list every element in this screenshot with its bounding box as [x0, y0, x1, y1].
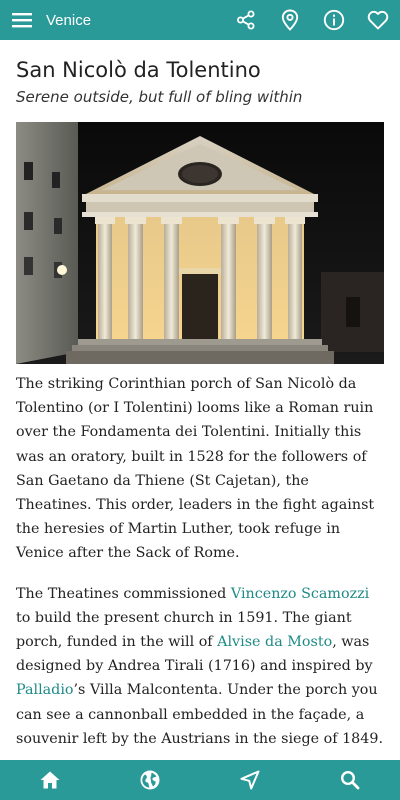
paragraph-1: The striking Corinthian porch of San Nicolò da Tolentino (or I Tolentini) looms like a Roman ruin over the Fondamenta dei Tolentini. Initially this was an oratory, built in 1528 for the followers of San Gaetano da Thiene (St Cajetan), the Theatines. This order, leaders in the fight against the heresies of Martin Luther, took refuge in Venice after the Sack of Rome. — [16, 376, 375, 562]
favorite-button[interactable] — [356, 0, 400, 40]
link-alvise-da-mosto[interactable]: Alvise da Mosto — [217, 634, 333, 651]
info-button[interactable] — [312, 0, 356, 40]
share-button[interactable] — [224, 0, 268, 40]
bottom-navigation — [0, 760, 400, 800]
heart-icon — [367, 10, 389, 30]
search-icon — [340, 770, 360, 790]
article-header — [16, 56, 386, 108]
share-icon — [236, 10, 256, 30]
top-app-bar — [0, 0, 400, 40]
article-body — [16, 372, 388, 800]
nav-explore[interactable] — [120, 760, 180, 800]
menu-icon — [12, 12, 32, 28]
home-icon — [39, 770, 61, 790]
info-icon — [323, 9, 345, 31]
link-palladio[interactable]: Palladio — [16, 682, 74, 699]
globe-icon — [139, 769, 161, 791]
paragraph-2: The Theatines commissioned Vincenzo Scamozzi to build the present church in 1591. The giant porch, funded in the will of Alvise da Mosto, was designed by Andrea Tirali (1716) and inspired by Palladio’s Villa Malcontenta. Under the porch you can see a cannonball embedded in the façade, a souvenir left by the Austrians in the siege of 1849. — [16, 585, 384, 747]
link-vincenzo-scamozzi[interactable]: Vincenzo Scamozzi — [230, 585, 370, 602]
nav-navigate[interactable] — [220, 760, 280, 800]
navigate-icon — [240, 770, 260, 790]
menu-button[interactable] — [0, 0, 44, 40]
app-bar-title: Venice — [46, 11, 92, 29]
nav-home[interactable] — [20, 760, 80, 800]
page-title: San Nicolò da Tolentino — [16, 58, 261, 82]
hero-image[interactable] — [16, 122, 384, 364]
nav-search[interactable] — [320, 760, 380, 800]
map-pin-icon — [281, 9, 299, 31]
map-pin-button[interactable] — [268, 0, 312, 40]
page-subtitle: Serene outside, but full of bling within — [16, 88, 303, 106]
